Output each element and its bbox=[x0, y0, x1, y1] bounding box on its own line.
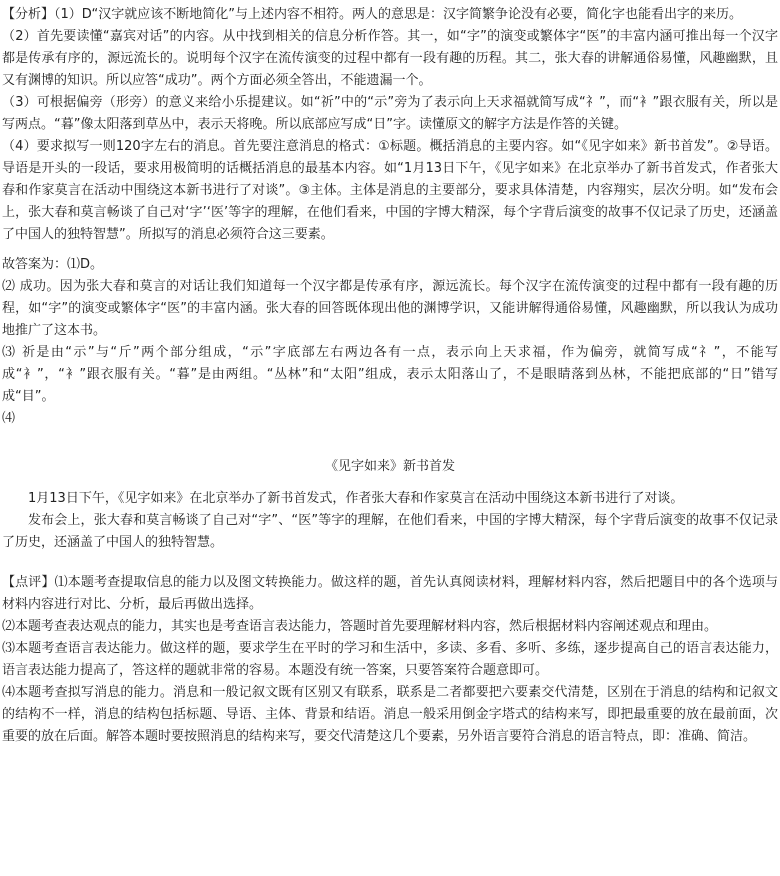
news-title: 《见字如来》新书首发 bbox=[324, 459, 455, 474]
analysis-paragraph-1: 【分析】（1）D“汉字就应该不断地简化”与上述内容不相符。两人的意思是：汉字简繁争论没有必要，简化字也能看出字的来历。 bbox=[2, 7, 742, 22]
answer-line-3: ⑶ 祈是由“示”与“斤”两个部分组成，“示”字底部左右两边各有一点，表示向上天求福，作为偏旁，就简写成“礻”，不能写成“衤”，“衤”跟衣服有关。“暮”是由两组。“丛林”和“太阳”组成，表示太阳落山了，不是眼睛落到丛林，不能把底部的“日”错写成“目”。 bbox=[2, 345, 778, 404]
news-body bbox=[2, 488, 778, 554]
answer-section bbox=[2, 254, 778, 430]
comment-paragraph-2: ⑵本题考查表达观点的能力，其实也是考查语言表达能力，答题时首先要理解材料内容，然后根据材料内容阐述观点和理由。 bbox=[2, 619, 718, 634]
comment-section bbox=[2, 572, 778, 748]
comment-paragraph-1: 【点评】⑴本题考查提取信息的能力以及图文转换能力。做这样的题，首先认真阅读材料，理解材料内容，然后把题目中的各个选项与材料内容进行对比、分析，最后再做出选择。 bbox=[2, 575, 778, 612]
comment-paragraph-3: ⑶本题考查语言表达能力。做这样的题，要求学生在平时的学习和生活中，多读、多看、多听、多练，逐步提高自己的语言表达能力，语言表达能力提高了，答这样的题就非常的容易。本题没有统一答案，只要答案符合题意即可。 bbox=[2, 641, 778, 678]
news-paragraph-2: 发布会上，张大春和莫言畅谈了自己对“字”、“医”等字的理解，在他们看来，中国的字博大精深，每个字背后演变的故事不仅记录了历史，还涵盖了中国人的独特智慧。 bbox=[2, 513, 778, 550]
document-page bbox=[0, 4, 780, 876]
analysis-section bbox=[2, 4, 778, 246]
answer-line-4: ⑷ bbox=[2, 411, 16, 426]
analysis-paragraph-4: （4）要求拟写一则120字左右的消息。首先要注意消息的格式：①标题。概括消息的主要内容。如“《见字如来》新书首发”。②导语。导语是开头的一段话，要求用极简明的话概括消息的最基本内容。如“1月13日下午，《见字如来》在北京举办了新书首发式，作者张大春和作家莫言在活动中围绕这本新书进行了对谈”。③主体。主体是消息的主要部分，要求具体清楚，内容翔实，层次分明。如“发布会上，张大春和莫言畅谈了自己对‘字’‘医’等字的理解，在他们看来，中国的字博大精深，每个字背后演变的故事不仅记录了历史，还涵盖了中国人的独特智慧”。所拟写的消息必须符合这三要素。 bbox=[2, 139, 778, 242]
analysis-paragraph-2: （2）首先要读懂“嘉宾对话”的内容。从中找到相关的信息分析作答。其一，如“字”的演变或繁体字“医”的丰富内涵可推出每一个汉字都是传承有序的，源远流长的。说明每个汉字在流传演变的过程中都有一段有趣的历程。其二，张大春的讲解通俗易懂，风趣幽默，且又有渊博的知识。所以应答“成功”。两个方面必须全答出，不能遗漏一个。 bbox=[2, 29, 778, 88]
analysis-paragraph-3: （3）可根据偏旁（形旁）的意义来给小乐提建议。如“祈”中的“示”旁为了表示向上天求福就简写成“礻”，而“衤”跟衣服有关，所以是写两点。“暮”像太阳落到草丛中，表示天将晚。所以底部应写成“日”字。读懂原文的解字方法是作答的关键。 bbox=[2, 95, 778, 132]
answer-line-1: 故答案为：⑴D。 bbox=[2, 257, 104, 272]
comment-paragraph-4: ⑷本题考查拟写消息的能力。消息和一般记叙文既有区别又有联系，联系是二者都要把六要素交代清楚，区别在于消息的结构和记叙文的结构不一样，消息的结构包括标题、导语、主体、背景和结语。消息一般采用倒金字塔式的结构来写，即把最重要的放在最前面，次重要的放在后面。解答本题时要按照消息的结构来写，要交代清楚这几个要素，另外语言要符合消息的语言特点，即：准确、简洁。 bbox=[2, 685, 778, 744]
news-paragraph-1: 1月13日下午，《见字如来》在北京举办了新书首发式，作者张大春和作家莫言在活动中围绕这本新书进行了对谈。 bbox=[28, 491, 684, 506]
answer-line-2: ⑵ 成功。因为张大春和莫言的对话让我们知道每一个汉字都是传承有序，源远流长。每个汉字在流传演变的过程中都有一段有趣的历程，如“字”的演变或繁体字“医”的丰富内涵。张大春的回答既体现出他的渊博学识，又能讲解得通俗易懂，风趣幽默，所以我认为成功地推广了这本书。 bbox=[2, 279, 778, 338]
